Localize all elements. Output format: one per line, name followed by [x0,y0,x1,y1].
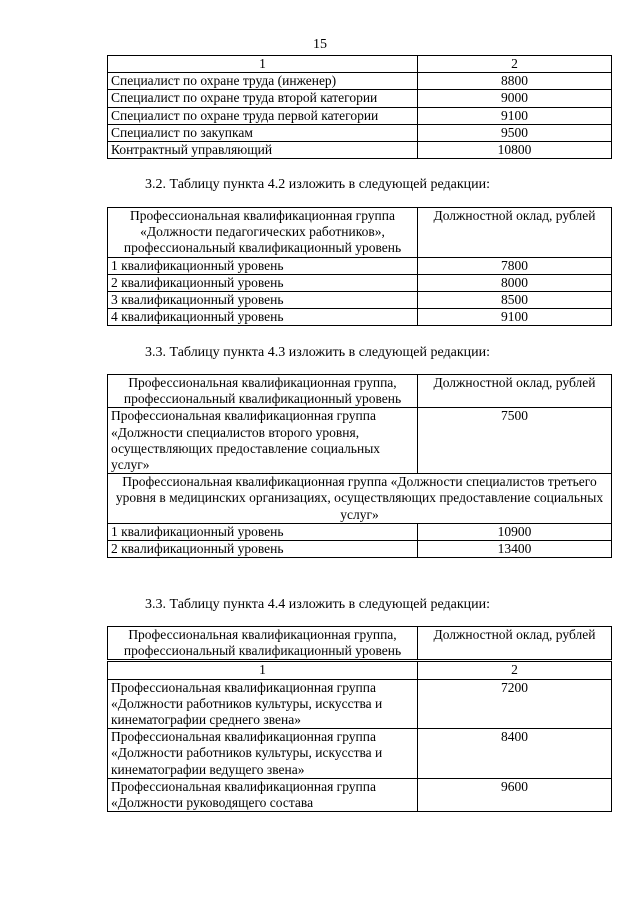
salary-table-4 [107,626,612,812]
table-header-row [108,56,612,73]
table-row [108,540,612,557]
column-number-cell: 1 [108,661,418,679]
table-row [108,679,612,729]
table-row [108,778,612,811]
salary-cell: 9000 [418,90,612,107]
paragraph-3-3-a: 3.3. Таблицу пункта 4.3 изложить в следующей редакции: [145,345,491,360]
table-row [108,291,612,308]
salary-cell: 13400 [418,540,612,557]
table-number-row [108,661,612,679]
table-header-row [108,208,612,258]
column-number-cell: 2 [418,661,612,679]
salary-table-3 [107,374,612,558]
salary-cell: 8800 [418,73,612,90]
table-row [108,141,612,158]
salary-cell: 8400 [418,729,612,779]
table-header-row [108,627,612,661]
salary-cell: 9600 [418,778,612,811]
salary-cell: 10800 [418,141,612,158]
salary-cell: 10900 [418,523,612,540]
position-cell: Контрактный управляющий [108,141,418,158]
level-cell: 2 квалификационный уровень [108,274,418,291]
group-cell: Профессиональная квалификационная группа «Должности специалистов второго уровня, осуществляющих предоставление социальных услуг» [108,408,418,474]
salary-table-1 [107,55,612,159]
table-row [108,523,612,540]
level-cell: 4 квалификационный уровень [108,309,418,326]
table-row [108,729,612,779]
paragraph-3-3-b: 3.3. Таблицу пункта 4.4 изложить в следующей редакции: [145,597,491,612]
header-group-cell: Профессиональная квалификационная группа, профессиональный квалификационный уровень [108,627,418,661]
table-row [108,309,612,326]
group-cell: Профессиональная квалификационная группа «Должности руководящего состава [108,778,418,811]
salary-cell: 7200 [418,679,612,729]
position-cell: Специалист по охране труда (инженер) [108,73,418,90]
table-row [108,124,612,141]
table-row [108,257,612,274]
position-cell: Специалист по охране труда второй категории [108,90,418,107]
level-cell: 2 квалификационный уровень [108,540,418,557]
group-cell: Профессиональная квалификационная группа «Должности работников культуры, искусства и кинематографии ведущего звена» [108,729,418,779]
header-group-cell: Профессиональная квалификационная группа «Должности педагогических работников», профессиональный квалификационный уровень [108,208,418,258]
salary-cell: 9100 [418,309,612,326]
header-salary-cell: Должностной оклад, рублей [418,627,612,661]
salary-cell: 9100 [418,107,612,124]
group-span-cell: Профессиональная квалификационная группа «Должности специалистов третьего уровня в медицинских организациях, осуществляющих предоставление социальных услуг» [108,474,612,524]
column-number-cell: 1 [108,56,418,73]
table-row [108,474,612,524]
page-number: 15 [313,37,327,52]
salary-cell: 8500 [418,291,612,308]
table-row [108,90,612,107]
table-row [108,408,612,474]
level-cell: 3 квалификационный уровень [108,291,418,308]
group-cell: Профессиональная квалификационная группа «Должности работников культуры, искусства и кинематографии среднего звена» [108,679,418,729]
salary-cell: 7800 [418,257,612,274]
paragraph-3-2: 3.2. Таблицу пункта 4.2 изложить в следующей редакции: [145,177,491,192]
table-header-row [108,375,612,408]
position-cell: Специалист по охране труда первой категории [108,107,418,124]
header-salary-cell: Должностной оклад, рублей [418,208,612,258]
salary-cell: 7500 [418,408,612,474]
header-salary-cell: Должностной оклад, рублей [418,375,612,408]
table-row [108,73,612,90]
header-group-cell: Профессиональная квалификационная группа, профессиональный квалификационный уровень [108,375,418,408]
salary-cell: 9500 [418,124,612,141]
salary-cell: 8000 [418,274,612,291]
salary-table-2 [107,207,612,326]
level-cell: 1 квалификационный уровень [108,523,418,540]
position-cell: Специалист по закупкам [108,124,418,141]
level-cell: 1 квалификационный уровень [108,257,418,274]
column-number-cell: 2 [418,56,612,73]
table-row [108,107,612,124]
table-row [108,274,612,291]
